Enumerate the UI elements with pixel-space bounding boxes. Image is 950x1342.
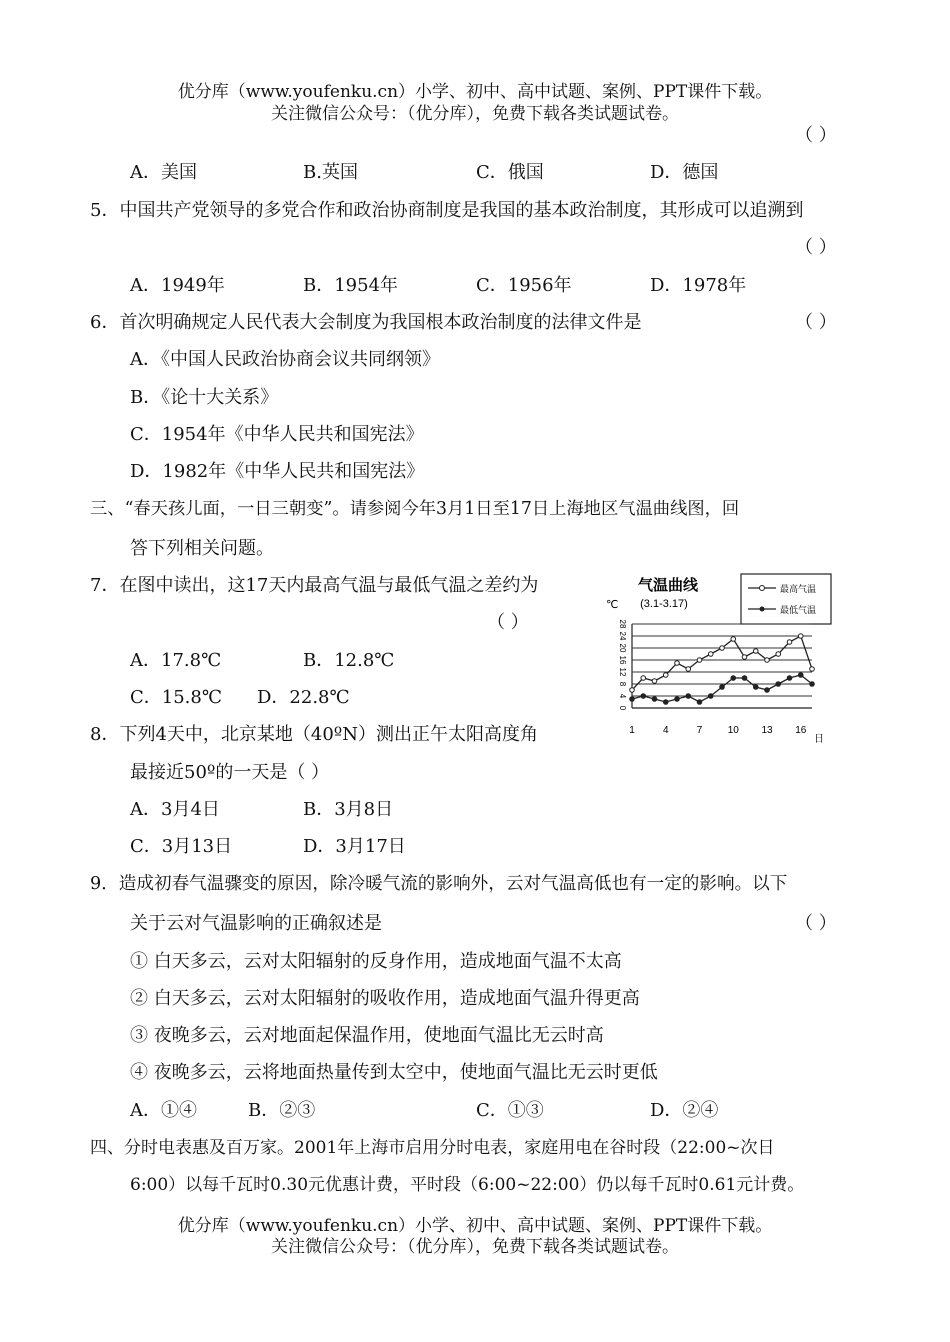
chart-y-tick-label: 12 [618, 667, 627, 677]
chart-point-min [697, 700, 702, 705]
section4-line1: 四、分时电表惠及百万家。2001年上海市启用分时电表，家庭用电在谷时段（22:00~次日 [90, 1138, 775, 1158]
chart-point-min [742, 676, 747, 681]
legend-label-max: 最高气温 [780, 584, 817, 594]
chart-point-max [708, 652, 713, 657]
chart-point-min [810, 682, 815, 687]
q5-option-d: D．1978年 [650, 275, 747, 296]
chart-point-max [810, 667, 815, 672]
chart-point-min [708, 694, 713, 699]
q5-option-b: B．1954年 [303, 275, 399, 296]
q4-option-d: D．德国 [650, 162, 719, 183]
chart-x-axis-label: 日 [814, 734, 824, 745]
chart-point-max [731, 637, 736, 642]
chart-y-tick-label: 8 [618, 681, 627, 687]
chart-x-tick-label: 16 [795, 725, 807, 736]
chart-x-tick-label: 4 [662, 725, 669, 736]
chart-point-min [641, 694, 646, 699]
chart-y-tick-label: 20 [618, 643, 627, 653]
temperature-chart [598, 566, 838, 748]
q6-option-d: D．1982年《中华人民共和国宪法》 [130, 461, 425, 482]
section3-intro-line1: 三、“春天孩儿面，一日三朝变”。请参阅今年3月1日至17日上海地区气温曲线图，回 [90, 499, 740, 519]
q9-statement-4: ④ 夜晚多云，云将地面热量传到太空中，使地面气温比无云时更低 [130, 1062, 658, 1083]
q9-stem-line1: 9．造成初春气温骤变的原因，除冷暖气流的影响外，云对气温高低也有一定的影响。以下 [90, 874, 788, 894]
chart-point-max [720, 646, 725, 651]
chart-y-tick-label: 24 [618, 631, 627, 641]
q7-option-b: B．12.8℃ [303, 650, 395, 671]
chart-point-min [663, 700, 668, 705]
q8-stem-line1: 8．下列4天中，北京某地（40ºN）测出正午太阳高度角 [90, 724, 539, 745]
chart-point-min [787, 676, 792, 681]
chart-point-max [753, 649, 758, 654]
chart-point-min [776, 682, 781, 687]
chart-x-tick-label: 7 [696, 725, 703, 736]
chart-point-max [663, 673, 668, 678]
chart-y-axis-label: ℃ [606, 599, 619, 611]
footer-line-2: 关注微信公众号：（优分库），免费下载各类试题试卷。 [271, 1237, 679, 1257]
chart-title: 气温曲线 [637, 577, 699, 594]
legend-label-min: 最低气温 [780, 605, 817, 615]
chart-y-tick-label: 4 [618, 693, 627, 699]
chart-y-tick-label: 16 [618, 655, 627, 665]
legend-marker-min [760, 607, 765, 612]
answer-paren-q7: （ ） [487, 612, 529, 633]
chart-point-min [765, 688, 770, 693]
chart-x-tick-label: 1 [629, 725, 635, 736]
q9-statement-2: ② 白天多云，云对太阳辐射的吸收作用，造成地面气温升得更高 [130, 988, 640, 1009]
section4-line2: 6:00）以每千瓦时0.30元优惠计费，平时段（6:00~22:00）仍以每千瓦时0.61元计费。 [130, 1175, 805, 1195]
q9-option-a: A．①④ [130, 1100, 197, 1121]
q9-statement-3: ③ 夜晚多云，云对地面起保温作用，使地面气温比无云时高 [130, 1025, 604, 1046]
chart-point-max [697, 658, 702, 663]
q9-statement-1: ① 白天多云，云对太阳辐射的反身作用，造成地面气温不太高 [130, 951, 622, 972]
q5-option-a: A．1949年 [130, 275, 225, 296]
answer-paren-q6: （ ） [795, 312, 837, 333]
q6-option-a: A．《中国人民政治协商会议共同纲领》 [130, 349, 440, 370]
chart-subtitle: (3.1-3.17) [640, 598, 688, 610]
q7-option-c: C．15.8℃ [130, 687, 222, 708]
chart-point-min [686, 694, 691, 699]
chart-point-min [675, 697, 680, 702]
chart-point-max [776, 652, 781, 657]
q8-option-c: C．3月13日 [130, 836, 233, 857]
q6-option-b: B．《论十大关系》 [130, 387, 279, 408]
chart-x-tick-label: 13 [761, 725, 773, 736]
chart-point-max [630, 688, 635, 693]
header-line-2: 关注微信公众号：（优分库），免费下载各类试题试卷。 [271, 104, 679, 124]
legend-marker-max [760, 586, 765, 591]
chart-point-max [641, 676, 646, 681]
chart-point-min [630, 697, 635, 702]
chart-point-min [798, 673, 803, 678]
q4-option-b: B.英国 [303, 162, 358, 183]
q8-option-b: B．3月8日 [303, 799, 394, 820]
chart-point-max [787, 640, 792, 645]
q6-stem: 6．首次明确规定人民代表大会制度为我国根本政治制度的法律文件是 [90, 312, 642, 333]
legend-box [741, 574, 831, 624]
q8-stem-line2: 最接近50º的一天是（ ） [130, 762, 330, 783]
q9-option-c: C．①③ [476, 1100, 544, 1121]
q7-stem: 7．在图中读出，这17天内最高气温与最低气温之差约为 [90, 575, 539, 596]
header-line-1: 优分库（www.youfenku.cn）小学、初中、高中试题、案例、PPT课件下载。 [177, 82, 773, 102]
chart-legend [741, 574, 831, 624]
q7-option-d: D．22.8℃ [257, 687, 350, 708]
chart-series-line-max [632, 636, 812, 690]
q5-option-c: C．1956年 [476, 275, 572, 296]
q5-stem: 5．中国共产党领导的多党合作和政治协商制度是我国的基本政治制度，其形成可以追溯到 [90, 200, 804, 221]
chart-point-max [675, 661, 680, 666]
q4-option-a: A．美国 [130, 162, 197, 183]
q4-option-c: C．俄国 [476, 162, 544, 183]
q9-option-b: B．②③ [248, 1100, 316, 1121]
answer-paren-q9: （ ） [795, 913, 837, 934]
chart-point-max [652, 679, 657, 684]
answer-paren-q4: （ ） [795, 125, 837, 146]
chart-x-tick-label: 10 [727, 725, 739, 736]
q9-option-d: D．②④ [650, 1100, 719, 1121]
footer-line-1: 优分库（www.youfenku.cn）小学、初中、高中试题、案例、PPT课件下载。 [177, 1216, 773, 1236]
chart-point-max [798, 634, 803, 639]
chart-point-max [686, 667, 691, 672]
q7-option-a: A．17.8℃ [130, 650, 222, 671]
chart-point-min [652, 697, 657, 702]
chart-point-max [765, 658, 770, 663]
section3-intro-line2: 答下列相关问题。 [130, 538, 274, 559]
chart-point-max [742, 655, 747, 660]
q9-stem-line2: 关于云对气温影响的正确叙述是 [130, 913, 382, 934]
q8-option-a: A．3月4日 [130, 799, 220, 820]
answer-paren-q5: （ ） [795, 237, 837, 258]
chart-y-tick-label: 0 [618, 705, 627, 711]
chart-point-min [753, 685, 758, 690]
q6-option-c: C．1954年《中华人民共和国宪法》 [130, 424, 424, 445]
chart-point-min [731, 676, 736, 681]
chart-y-tick-label: 28 [618, 619, 627, 629]
chart-point-min [720, 685, 725, 690]
q8-option-d: D．3月17日 [303, 836, 406, 857]
